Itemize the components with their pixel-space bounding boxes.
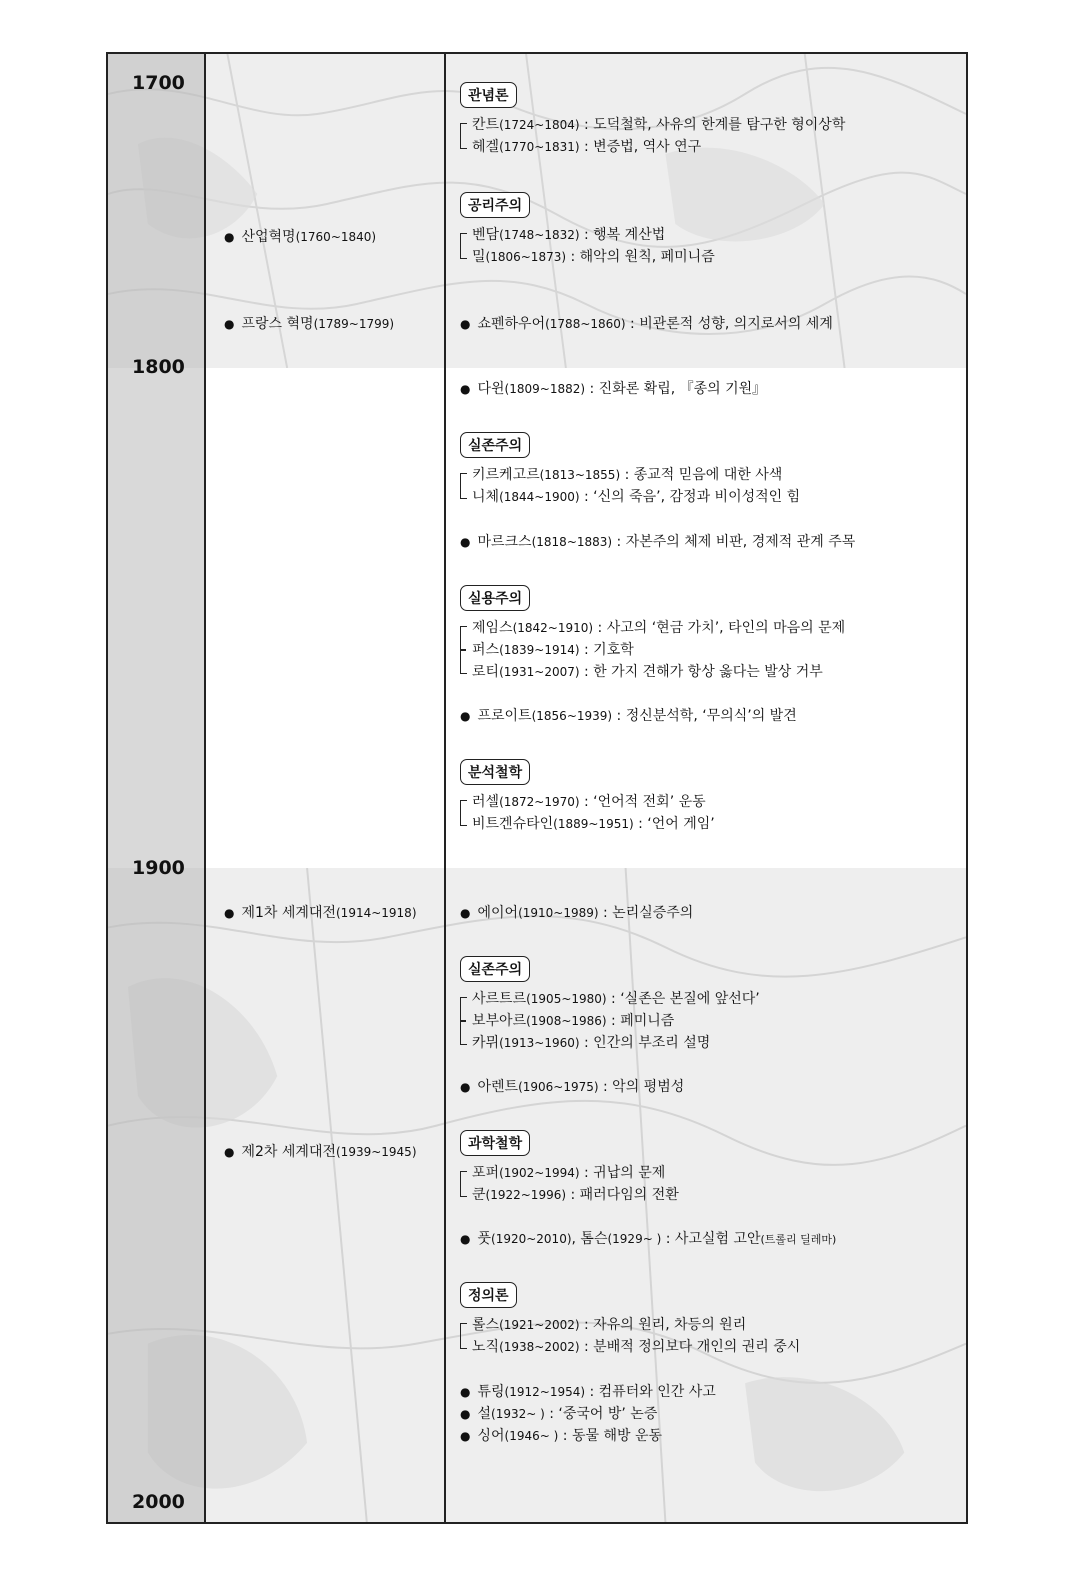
philosopher-hegel: 헤겔(1770~1831) : 변증법, 역사 연구 xyxy=(472,139,702,155)
year-column xyxy=(108,54,206,1522)
philosopher-rorty: 로티(1931~2007) : 한 가지 견해가 항상 옳다는 발상 거부 xyxy=(472,664,823,680)
philosopher-nietzsche: 니체(1844~1900) : ‘신의 죽음’, 감정과 비이성적인 힘 xyxy=(472,489,801,505)
utilitarianism-group xyxy=(460,224,715,268)
school-label-analytic-philosophy: 분석철학 xyxy=(460,759,530,785)
timeline-table xyxy=(106,52,968,1524)
philosopher-marx: ● 마르크스(1818~1883) : 자본주의 체제 비판, 경제적 관계 주목 xyxy=(460,534,856,550)
existentialism-20c-group xyxy=(460,988,760,1054)
year-1700: 1700 xyxy=(132,72,185,94)
science-group xyxy=(460,1162,679,1206)
philosopher-popper: 포퍼(1902~1994) : 귀납의 문제 xyxy=(472,1165,666,1181)
philosopher-ayer: ● 에이어(1910~1989) : 논리실증주의 xyxy=(460,905,694,921)
philosopher-singer: ● 싱어(1946~ ) : 동물 해방 운동 xyxy=(460,1428,662,1444)
philosopher-kierkegaard: 키르케고르(1813~1855) : 종교적 믿음에 대한 사색 xyxy=(472,467,783,483)
philosopher-camus: 카뮈(1913~1960) : 인간의 부조리 설명 xyxy=(472,1035,711,1051)
event-world-war-2: ● 제2차 세계대전(1939~1945) xyxy=(224,1144,417,1160)
philosopher-sartre: 사르트르(1905~1980) : ‘실존은 본질에 앞선다’ xyxy=(472,991,760,1007)
philosopher-peirce: 퍼스(1839~1914) : 기호학 xyxy=(472,642,634,658)
idealism-group xyxy=(460,114,845,158)
philosopher-nozick: 노직(1938~2002) : 분배적 정의보다 개인의 권리 중시 xyxy=(472,1339,801,1355)
school-label-philosophy-of-science: 과학철학 xyxy=(460,1130,530,1156)
event-world-war-1: ● 제1차 세계대전(1914~1918) xyxy=(224,905,417,921)
philosopher-kuhn: 쿤(1922~1996) : 패러다임의 전환 xyxy=(472,1187,679,1203)
philosopher-rawls: 롤스(1921~2002) : 자유의 원리, 차등의 원리 xyxy=(472,1317,747,1333)
philosopher-bentham: 벤담(1748~1832) : 행복 계산법 xyxy=(472,227,666,243)
philosopher-mill: 밀(1806~1873) : 해악의 원칙, 페미니즘 xyxy=(472,249,715,265)
philosopher-beauvoir: 보부아르(1908~1986) : 페미니즘 xyxy=(472,1013,675,1029)
school-label-theory-of-justice: 정의론 xyxy=(460,1282,517,1308)
philosopher-james: 제임스(1842~1910) : 사고의 ‘현금 가치’, 타인의 마음의 문제 xyxy=(472,620,846,636)
year-1900: 1900 xyxy=(132,857,185,879)
school-label-existentialism: 실존주의 xyxy=(460,432,530,458)
event-industrial-revolution: ● 산업혁명(1760~1840) xyxy=(224,229,377,245)
year-1800: 1800 xyxy=(132,356,185,378)
philosopher-searle: ● 설(1932~ ) : ‘중국어 방’ 논증 xyxy=(460,1406,658,1422)
school-label-idealism: 관념론 xyxy=(460,82,517,108)
philosopher-turing: ● 튜링(1912~1954) : 컴퓨터와 인간 사고 xyxy=(460,1384,716,1400)
philosopher-arendt: ● 아렌트(1906~1975) : 악의 평범성 xyxy=(460,1079,685,1095)
year-2000: 2000 xyxy=(132,1491,185,1513)
justice-group xyxy=(460,1314,800,1358)
existentialism-19c-group xyxy=(460,464,800,508)
analytic-group xyxy=(460,791,715,835)
philosopher-wittgenstein: 비트겐슈타인(1889~1951) : ‘언어 게임’ xyxy=(472,816,715,832)
philosopher-foot-thomson: ● 풋(1920~2010), 톰슨(1929~ ) : 사고실험 고안(트롤리 딜레마) xyxy=(460,1231,837,1247)
pragmatism-group xyxy=(460,617,845,683)
event-french-revolution: ● 프랑스 혁명(1789~1799) xyxy=(224,316,395,332)
philosopher-darwin: ● 다윈(1809~1882) : 진화론 확립, 『종의 기원』 xyxy=(460,381,767,397)
philosopher-kant: 칸트(1724~1804) : 도덕철학, 사유의 한계를 탐구한 형이상학 xyxy=(472,117,846,133)
column-divider xyxy=(444,54,446,1522)
philosopher-schopenhauer: ● 쇼펜하우어(1788~1860) : 비관론적 성향, 의지로서의 세계 xyxy=(460,316,833,332)
philosopher-freud: ● 프로이트(1856~1939) : 정신분석학, ‘무의식’의 발견 xyxy=(460,708,797,724)
school-label-utilitarianism: 공리주의 xyxy=(460,192,530,218)
philosopher-russell: 러셀(1872~1970) : ‘언어적 전회’ 운동 xyxy=(472,794,706,810)
school-label-pragmatism: 실용주의 xyxy=(460,585,530,611)
school-label-existentialism-20c: 실존주의 xyxy=(460,956,530,982)
